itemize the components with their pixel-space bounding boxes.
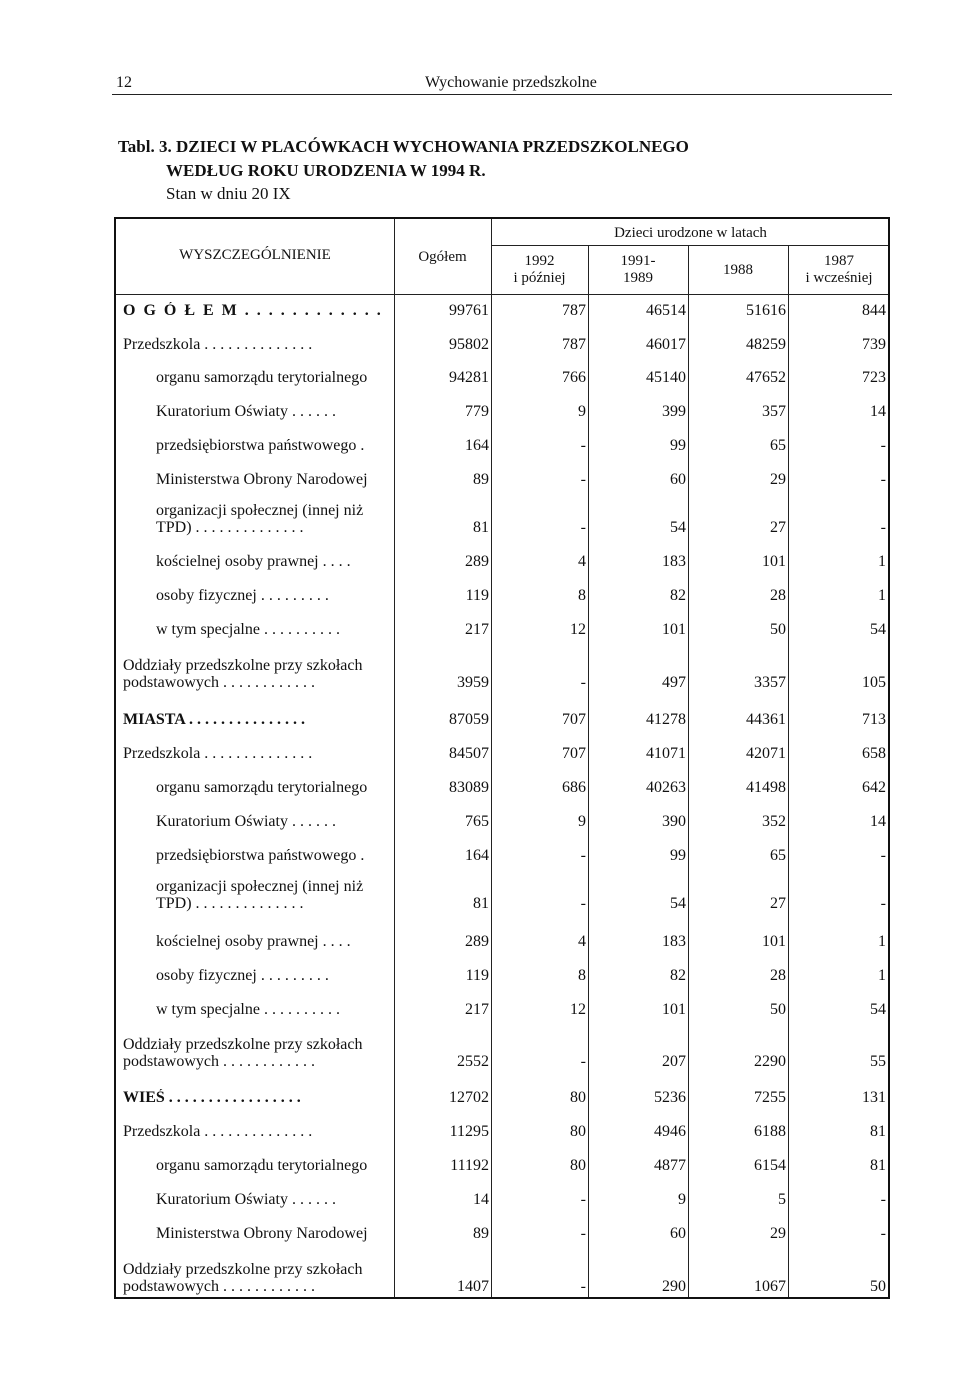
value-cell: 87059 — [449, 711, 489, 728]
value-cell: 84507 — [449, 745, 489, 762]
row-label-line: przedsiębiorstwa państwowego . — [156, 847, 365, 864]
value-cell: - — [580, 471, 586, 488]
header-1987-sub: i wcześniej — [805, 270, 873, 286]
value-cell: - — [580, 1191, 586, 1208]
row-label-line: Oddziały przedszkolne przy szkołach — [123, 657, 363, 674]
value-cell: 9 — [678, 1191, 686, 1208]
table-caption-line-3: Stan w dniu 20 IX — [166, 184, 291, 203]
value-cell: 1 — [878, 933, 886, 950]
value-cell: 6154 — [754, 1157, 786, 1174]
row-label — [156, 471, 391, 488]
value-cell: 399 — [662, 403, 686, 420]
value-cell: 289 — [465, 933, 489, 950]
row-label-line: TPD) . . . . . . . . . . . . . . — [156, 519, 304, 536]
value-cell: 54 — [670, 895, 686, 912]
value-cell: 217 — [465, 1001, 489, 1018]
value-cell: 82 — [670, 967, 686, 984]
row-label — [123, 1261, 391, 1295]
value-cell: 2552 — [457, 1053, 489, 1070]
row-label — [156, 437, 391, 454]
running-header — [112, 74, 892, 95]
value-cell: 352 — [762, 813, 786, 830]
row-label-line: Kuratorium Oświaty . . . . . . — [156, 813, 336, 830]
row-label-line: osoby fizycznej . . . . . . . . . — [156, 967, 329, 984]
value-cell: 47652 — [746, 369, 786, 386]
row-label — [156, 587, 391, 604]
row-label — [123, 745, 391, 762]
value-cell: 65 — [770, 847, 786, 864]
value-cell: 723 — [862, 369, 886, 386]
value-cell: 27 — [770, 519, 786, 536]
value-cell: 29 — [770, 471, 786, 488]
header-1991: 1991- — [620, 253, 656, 269]
value-cell: 46514 — [646, 302, 686, 319]
value-cell: 41498 — [746, 779, 786, 796]
value-cell: 29 — [770, 1225, 786, 1242]
row-label — [156, 1157, 391, 1174]
value-cell: - — [880, 895, 886, 912]
row-label-line: Przedszkola . . . . . . . . . . . . . . — [123, 1123, 313, 1140]
value-cell: - — [580, 519, 586, 536]
header-bottom-rule — [116, 294, 888, 295]
value-cell: 48259 — [746, 336, 786, 353]
value-cell: 82 — [670, 587, 686, 604]
value-cell: 642 — [862, 779, 886, 796]
row-label-line: podstawowych . . . . . . . . . . . . — [123, 1053, 315, 1070]
value-cell: 27 — [770, 895, 786, 912]
value-cell: - — [580, 847, 586, 864]
value-cell: 101 — [662, 1001, 686, 1018]
row-label — [123, 657, 391, 691]
value-cell: 28 — [770, 967, 786, 984]
header-1992-sub: i później — [513, 270, 566, 286]
row-label — [156, 621, 391, 638]
value-cell: 94281 — [449, 369, 489, 386]
value-cell: - — [880, 1191, 886, 1208]
value-cell: 95802 — [449, 336, 489, 353]
row-label — [156, 813, 391, 830]
running-title: Wychowanie przedszkolne — [425, 74, 597, 91]
value-cell: 779 — [465, 403, 489, 420]
table-caption-line-2: WEDŁUG ROKU URODZENIA W 1994 R. — [166, 161, 486, 180]
row-label — [123, 1036, 391, 1070]
value-cell: 289 — [465, 553, 489, 570]
data-table — [114, 217, 890, 1299]
row-label-line: podstawowych . . . . . . . . . . . . — [123, 1278, 315, 1295]
value-cell: 81 — [870, 1157, 886, 1174]
value-cell: 765 — [465, 813, 489, 830]
row-label — [156, 878, 391, 912]
value-cell: 42071 — [746, 745, 786, 762]
value-cell: - — [880, 471, 886, 488]
value-cell: - — [880, 1225, 886, 1242]
row-label-line: przedsiębiorstwa państwowego . — [156, 437, 365, 454]
value-cell: 1 — [878, 967, 886, 984]
value-cell: - — [880, 437, 886, 454]
value-cell: 1067 — [754, 1278, 786, 1295]
value-cell: 51616 — [746, 302, 786, 319]
header-1987: 1987 — [824, 253, 854, 269]
value-cell: 12 — [570, 1001, 586, 1018]
row-label-line: organu samorządu terytorialnego — [156, 369, 368, 386]
header-1988: 1988 — [723, 262, 753, 278]
value-cell: 707 — [562, 711, 586, 728]
row-label — [123, 336, 391, 353]
row-label — [156, 933, 391, 950]
value-cell: 50 — [770, 1001, 786, 1018]
value-cell: 101 — [762, 553, 786, 570]
value-cell: 4 — [578, 933, 586, 950]
value-cell: 41278 — [646, 711, 686, 728]
value-cell: 65 — [770, 437, 786, 454]
value-cell: 50 — [770, 621, 786, 638]
value-cell: 44361 — [746, 711, 786, 728]
value-cell: 9 — [578, 403, 586, 420]
value-cell: - — [580, 674, 586, 691]
value-cell: 787 — [562, 336, 586, 353]
value-cell: 99761 — [449, 302, 489, 319]
value-cell: 217 — [465, 621, 489, 638]
value-cell: - — [580, 437, 586, 454]
value-cell: 28 — [770, 587, 786, 604]
value-cell: 1 — [878, 553, 886, 570]
value-cell: 54 — [870, 1001, 886, 1018]
value-cell: 766 — [562, 369, 586, 386]
value-cell: 131 — [862, 1089, 886, 1106]
value-cell: 7255 — [754, 1089, 786, 1106]
row-label — [156, 1225, 391, 1242]
value-cell: - — [580, 1278, 586, 1295]
value-cell: 101 — [762, 933, 786, 950]
value-cell: 60 — [670, 471, 686, 488]
value-cell: 105 — [862, 674, 886, 691]
value-cell: - — [580, 1225, 586, 1242]
row-label-line: podstawowych . . . . . . . . . . . . — [123, 674, 315, 691]
value-cell: 80 — [570, 1123, 586, 1140]
value-cell: 183 — [662, 553, 686, 570]
value-cell: 14 — [870, 403, 886, 420]
row-label-line: Kuratorium Oświaty . . . . . . — [156, 403, 336, 420]
value-cell: 101 — [662, 621, 686, 638]
value-cell: 12 — [570, 621, 586, 638]
value-cell: 89 — [473, 471, 489, 488]
value-cell: 80 — [570, 1089, 586, 1106]
row-label-line: Kuratorium Oświaty . . . . . . — [156, 1191, 336, 1208]
row-label — [156, 1191, 391, 1208]
row-label-line: organizacji społecznej (innej niż — [156, 878, 364, 895]
row-label-line: w tym specjalne . . . . . . . . . . — [156, 1001, 340, 1018]
header-birth-years-group: Dzieci urodzone w latach — [614, 225, 767, 241]
value-cell: 50 — [870, 1278, 886, 1295]
value-cell: 14 — [870, 813, 886, 830]
value-cell: 3959 — [457, 674, 489, 691]
header-1992: 1992 — [524, 253, 555, 269]
value-cell: 9 — [578, 813, 586, 830]
value-cell: 41071 — [646, 745, 686, 762]
row-label-line: Przedszkola . . . . . . . . . . . . . . — [123, 336, 313, 353]
value-cell: 686 — [562, 779, 586, 796]
row-label — [156, 847, 391, 864]
row-label — [123, 1089, 391, 1106]
row-label-line: organu samorządu terytorialnego — [156, 1157, 368, 1174]
value-cell: 844 — [862, 302, 886, 319]
value-cell: 4946 — [654, 1123, 686, 1140]
row-label-line: osoby fizycznej . . . . . . . . . — [156, 587, 329, 604]
row-label — [156, 502, 391, 536]
value-cell: 739 — [862, 336, 886, 353]
table-caption-line-1: Tabl. 3. DZIECI W PLACÓWKACH WYCHOWANIA PRZEDSZKOLNEGO — [118, 137, 689, 156]
value-cell: 99 — [670, 437, 686, 454]
value-cell: - — [880, 847, 886, 864]
value-cell: 54 — [870, 621, 886, 638]
row-label-line: O G Ó Ł E M . . . . . . . . . . . . — [123, 302, 383, 319]
value-cell: 357 — [762, 403, 786, 420]
value-cell: 81 — [870, 1123, 886, 1140]
row-label — [156, 967, 391, 984]
value-cell: 81 — [473, 519, 489, 536]
row-label — [156, 369, 391, 386]
row-label — [123, 711, 391, 728]
row-label-line: kościelnej osoby prawnej . . . . — [156, 933, 351, 950]
row-label-line: TPD) . . . . . . . . . . . . . . — [156, 895, 304, 912]
value-cell: 89 — [473, 1225, 489, 1242]
value-cell: 11192 — [450, 1157, 489, 1174]
page-number: 12 — [116, 74, 132, 91]
value-cell: 83089 — [449, 779, 489, 796]
value-cell: 2290 — [754, 1053, 786, 1070]
value-cell: - — [580, 895, 586, 912]
value-cell: 55 — [870, 1053, 886, 1070]
value-cell: 4877 — [654, 1157, 686, 1174]
value-cell: 3357 — [754, 674, 786, 691]
value-cell: 99 — [670, 847, 686, 864]
value-cell: 14 — [473, 1191, 489, 1208]
value-cell: 207 — [662, 1053, 686, 1070]
column-divider — [394, 219, 395, 1297]
row-label — [156, 553, 391, 570]
row-label — [156, 1001, 391, 1018]
row-label-line: Ministerstwa Obrony Narodowej — [156, 1225, 368, 1242]
value-cell: 183 — [662, 933, 686, 950]
value-cell: 658 — [862, 745, 886, 762]
value-cell: 390 — [662, 813, 686, 830]
row-label — [156, 779, 391, 796]
value-cell: 6188 — [754, 1123, 786, 1140]
value-cell: 80 — [570, 1157, 586, 1174]
value-cell: 8 — [578, 967, 586, 984]
value-cell: 119 — [465, 587, 489, 604]
value-cell: 707 — [562, 745, 586, 762]
value-cell: - — [580, 1053, 586, 1070]
value-cell: 60 — [670, 1225, 686, 1242]
value-cell: 12702 — [449, 1089, 489, 1106]
row-label-line: Ministerstwa Obrony Narodowej — [156, 471, 368, 488]
header-label-column: WYSZCZEGÓLNIENIE — [179, 247, 331, 263]
row-label-line: organu samorządu terytorialnego — [156, 779, 368, 796]
row-label-line: MIASTA . . . . . . . . . . . . . . . — [123, 711, 305, 728]
value-cell: 787 — [562, 302, 586, 319]
row-label — [123, 302, 391, 319]
row-label-line: w tym specjalne . . . . . . . . . . — [156, 621, 340, 638]
value-cell: 4 — [578, 553, 586, 570]
value-cell: 713 — [862, 711, 886, 728]
value-cell: 1407 — [457, 1278, 489, 1295]
row-label-line: organizacji społecznej (innej niż — [156, 502, 364, 519]
value-cell: 11295 — [449, 1123, 489, 1140]
value-cell: 81 — [473, 895, 489, 912]
row-label-line: WIEŚ . . . . . . . . . . . . . . . . . — [123, 1089, 301, 1106]
row-label — [123, 1123, 391, 1140]
value-cell: 164 — [465, 437, 489, 454]
value-cell: 5236 — [654, 1089, 686, 1106]
value-cell: 497 — [662, 674, 686, 691]
value-cell: 290 — [662, 1278, 686, 1295]
row-label-line: Oddziały przedszkolne przy szkołach — [123, 1036, 363, 1053]
value-cell: 119 — [465, 967, 489, 984]
row-label — [156, 403, 391, 420]
value-cell: 40263 — [646, 779, 686, 796]
header-total: Ogółem — [418, 249, 467, 265]
row-label-line: Oddziały przedszkolne przy szkołach — [123, 1261, 363, 1278]
value-cell: 45140 — [646, 369, 686, 386]
row-label-line: kościelnej osoby prawnej . . . . — [156, 553, 351, 570]
value-cell: - — [880, 519, 886, 536]
header-divider — [491, 245, 888, 246]
header-1991-sub: 1989 — [623, 270, 653, 286]
value-cell: 1 — [878, 587, 886, 604]
value-cell: 46017 — [646, 336, 686, 353]
value-cell: 164 — [465, 847, 489, 864]
value-cell: 5 — [778, 1191, 786, 1208]
value-cell: 54 — [670, 519, 686, 536]
row-label-line: Przedszkola . . . . . . . . . . . . . . — [123, 745, 313, 762]
value-cell: 8 — [578, 587, 586, 604]
